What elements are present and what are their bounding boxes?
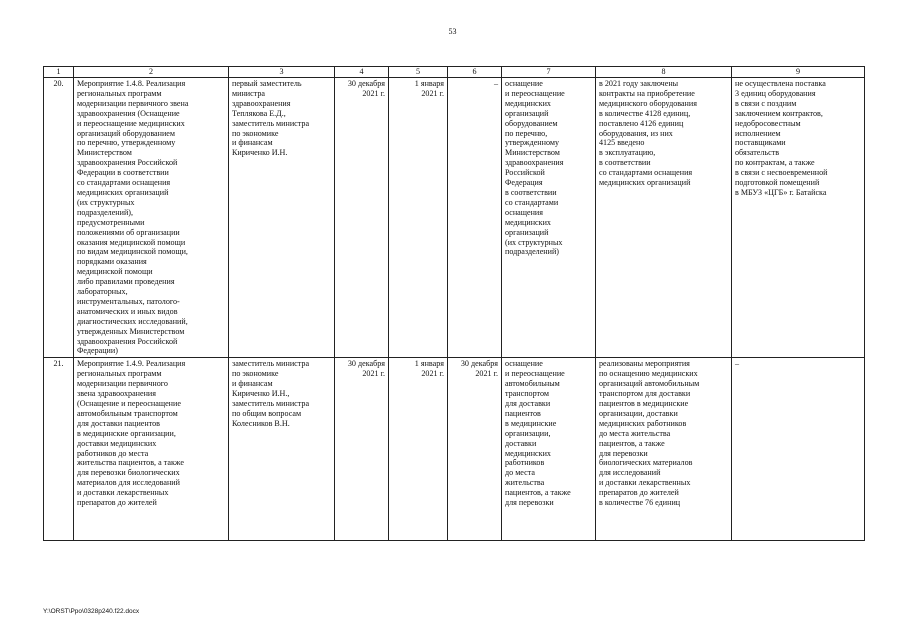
end-date-cell: – [448, 78, 502, 358]
file-path-footer: Y:\ORST\Ppo\0328p240.f22.docx [43, 608, 140, 615]
start-date-cell: 1 января 2021 г. [389, 358, 448, 541]
start-date-cell: 1 января 2021 г. [389, 78, 448, 358]
page-number: 53 [448, 27, 457, 36]
row-number: 20. [44, 78, 74, 358]
column-number: 7 [502, 67, 596, 78]
problems-cell: – [732, 358, 865, 541]
actual-result-cell: в 2021 году заключены контракты на приобретение медицинского оборудования в количестве 4128 единиц, поставлено 4126 единиц оборудования, из них 4125 введено в эксплуатацию, в соответствии со стандартами оснащения медицинских организаций [596, 78, 732, 358]
actual-result-cell: реализованы мероприятия по оснащению медицинских организаций автомобильным транспортом для доставки пациентов в медицинские организации, доставки медицинских работников до места жительства пациентов, а также для перевозки биологических материалов для исследований и доставки лекарственных препаратов до жителей в количестве 76 единиц [596, 358, 732, 541]
measure-name-cell: Мероприятие 1.4.9. Реализация региональных программ модернизации первичного звена здравоохранения (Оснащение и переоснащение автомобильным транспортом для доставки пациентов в медицинские организации, доставки медицинских работников до места жительства пациентов, а также для перевозки биологических материалов для исследований и доставки лекарственных препаратов до жителей [74, 358, 229, 541]
column-number: 1 [44, 67, 74, 78]
column-number: 3 [229, 67, 335, 78]
planned-result-cell: оснащение и переоснащение автомобильным транспортом для доставки пациентов в медицинские организации, доставки медицинских работников до места жительства пациентов, а также для перевозки [502, 358, 596, 541]
measure-name-cell: Мероприятие 1.4.8. Реализация региональных программ модернизации первичного звена здравоохранения (Оснащение и переоснащение медицинских организаций оборудованием по перечню, утвержденному Министерством здравоохранения Российской Федерации в соответствии со стандартами оснащения медицинских организаций (их структурных подразделений), предусмотренными положениями об организации оказания медицинской помощи по видам медицинской помощи, порядками оказания медицинской помощи либо правилами проведения лабораторных, инструментальных, патолого- анатомических и иных видов диагностических исследований, утвержденных Министерством здравоохранения Российской Федерации) [74, 78, 229, 358]
column-number: 8 [596, 67, 732, 78]
report-table [43, 66, 865, 541]
responsible-cell: заместитель министра по экономике и финансам Кириченко И.Н., заместитель министра по общим вопросам Колесников В.Н. [229, 358, 335, 541]
problems-cell: не осуществлена поставка 3 единиц оборудования в связи с поздним заключением контрактов, недобросовестным исполнением поставщиками обязательств по контрактам, а также в связи с несвоевременной подготовкой помещений в МБУЗ «ЦГБ» г. Батайска [732, 78, 865, 358]
column-number: 2 [74, 67, 229, 78]
table-row [44, 78, 865, 358]
column-number: 4 [335, 67, 389, 78]
column-number: 9 [732, 67, 865, 78]
planned-date-cell: 30 декабря 2021 г. [335, 78, 389, 358]
column-number-row [44, 67, 865, 78]
row-number: 21. [44, 358, 74, 541]
planned-result-cell: оснащение и переоснащение медицинских организаций оборудованием по перечню, утвержденному Министерством здравоохранения Российской Федерация в соответствии со стандартами оснащения медицинских организаций (их структурных подразделений) [502, 78, 596, 358]
planned-date-cell: 30 декабря 2021 г. [335, 358, 389, 541]
end-date-cell: 30 декабря 2021 г. [448, 358, 502, 541]
column-number: 5 [389, 67, 448, 78]
table-row [44, 358, 865, 541]
column-number: 6 [448, 67, 502, 78]
responsible-cell: первый заместитель министра здравоохранения Теплякова Е.Д., заместитель министра по экономике и финансам Кириченко И.Н. [229, 78, 335, 358]
